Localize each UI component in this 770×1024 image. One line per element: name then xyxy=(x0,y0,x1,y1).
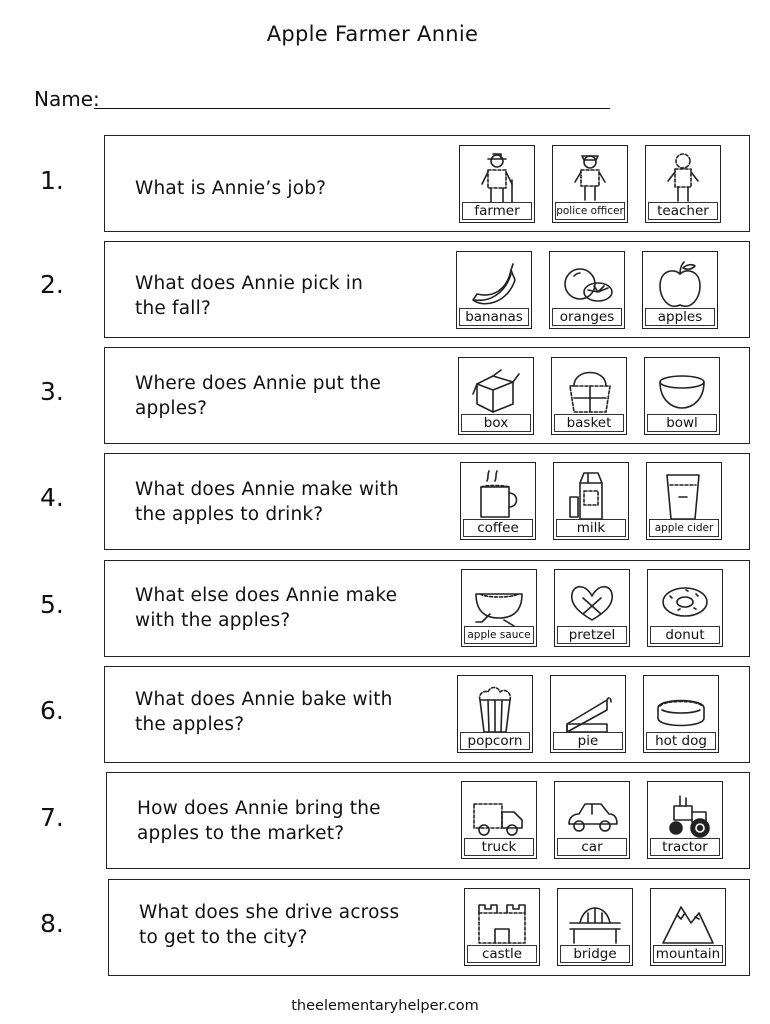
answer-option-bowl[interactable] xyxy=(644,357,720,435)
answer-option-oranges[interactable] xyxy=(549,251,625,329)
question-text: What else does Annie make with the apples? xyxy=(135,585,398,631)
answer-option-label: oranges xyxy=(552,308,622,326)
question-number: 5. xyxy=(40,590,64,619)
question-row xyxy=(0,560,770,658)
question-box xyxy=(104,560,750,657)
answer-option-label: tractor xyxy=(650,838,720,856)
question-row xyxy=(0,666,770,764)
answer-option-label: pretzel xyxy=(557,626,627,644)
answer-option-donut[interactable] xyxy=(647,569,723,647)
answer-option-label: apples xyxy=(645,308,715,326)
answer-option-tractor[interactable] xyxy=(647,781,723,859)
answer-option-label: milk xyxy=(556,519,626,537)
answer-option-label: bananas xyxy=(459,308,529,326)
question-row xyxy=(0,879,770,977)
question-number: 2. xyxy=(40,270,64,299)
answer-option-label: popcorn xyxy=(460,732,530,750)
question-box xyxy=(104,241,750,338)
question-box xyxy=(106,772,750,869)
name-write-line[interactable] xyxy=(94,108,610,109)
answer-option-apples[interactable] xyxy=(642,251,718,329)
question-row xyxy=(0,135,770,233)
answer-option-label: donut xyxy=(650,626,720,644)
answer-option-hot-dog[interactable] xyxy=(643,675,719,753)
question-number: 7. xyxy=(40,803,64,832)
answer-option-box[interactable] xyxy=(458,357,534,435)
answer-option-bananas[interactable] xyxy=(456,251,532,329)
question-box xyxy=(104,666,750,763)
answer-option-label: apple cider xyxy=(649,519,719,537)
question-number: 3. xyxy=(40,377,64,406)
answer-option-farmer[interactable] xyxy=(459,145,535,223)
answer-option-pie[interactable] xyxy=(550,675,626,753)
question-text: What does Annie pick in the fall? xyxy=(135,273,364,319)
name-label: Name: xyxy=(34,87,100,111)
answer-option-basket[interactable] xyxy=(551,357,627,435)
answer-option-truck[interactable] xyxy=(461,781,537,859)
question-number: 6. xyxy=(40,696,64,725)
answer-option-bridge[interactable] xyxy=(557,888,633,966)
answer-option-label: coffee xyxy=(463,519,533,537)
answer-option-label: castle xyxy=(467,945,537,963)
answer-option-coffee[interactable] xyxy=(460,462,536,540)
answer-option-apple-cider[interactable] xyxy=(646,462,722,540)
answer-option-milk[interactable] xyxy=(553,462,629,540)
answer-option-label: truck xyxy=(464,838,534,856)
answer-option-label: bowl xyxy=(647,414,717,432)
question-row xyxy=(0,772,770,870)
question-number: 8. xyxy=(40,909,64,938)
answer-option-label: hot dog xyxy=(646,732,716,750)
question-text: What does Annie make with the apples to drink? xyxy=(135,479,399,525)
answer-option-label: basket xyxy=(554,414,624,432)
answer-option-popcorn[interactable] xyxy=(457,675,533,753)
question-row xyxy=(0,453,770,551)
question-box xyxy=(108,879,750,976)
question-text: How does Annie bring the apples to the market? xyxy=(137,798,381,844)
answer-option-label: mountain xyxy=(653,945,723,963)
answer-option-castle[interactable] xyxy=(464,888,540,966)
question-row xyxy=(0,347,770,445)
footer-credit: theelementaryhelper.com xyxy=(291,998,479,1014)
answer-option-mountain[interactable] xyxy=(650,888,726,966)
answer-option-police-officer[interactable] xyxy=(552,145,628,223)
answer-option-label: teacher xyxy=(648,202,718,220)
answer-option-label: police officer xyxy=(555,202,625,220)
answer-option-car[interactable] xyxy=(554,781,630,859)
answer-option-label: car xyxy=(557,838,627,856)
answer-option-teacher[interactable] xyxy=(645,145,721,223)
question-text: Where does Annie put the apples? xyxy=(135,373,382,419)
question-number: 1. xyxy=(40,166,64,195)
question-box xyxy=(104,135,750,232)
answer-option-pretzel[interactable] xyxy=(554,569,630,647)
question-text: What does Annie bake with the apples? xyxy=(135,689,393,735)
answer-option-label: farmer xyxy=(462,202,532,220)
worksheet-title: Apple Farmer Annie xyxy=(266,22,479,46)
answer-option-label: box xyxy=(461,414,531,432)
question-row xyxy=(0,241,770,339)
answer-option-label: bridge xyxy=(560,945,630,963)
question-box xyxy=(104,347,750,444)
question-text: What does she drive across to get to the city? xyxy=(139,902,400,948)
question-text: What is Annie’s job? xyxy=(135,178,327,199)
answer-option-apple-sauce[interactable] xyxy=(461,569,537,647)
answer-option-label: pie xyxy=(553,732,623,750)
question-box xyxy=(104,453,750,550)
answer-option-label: apple sauce xyxy=(464,626,534,644)
question-number: 4. xyxy=(40,483,64,512)
